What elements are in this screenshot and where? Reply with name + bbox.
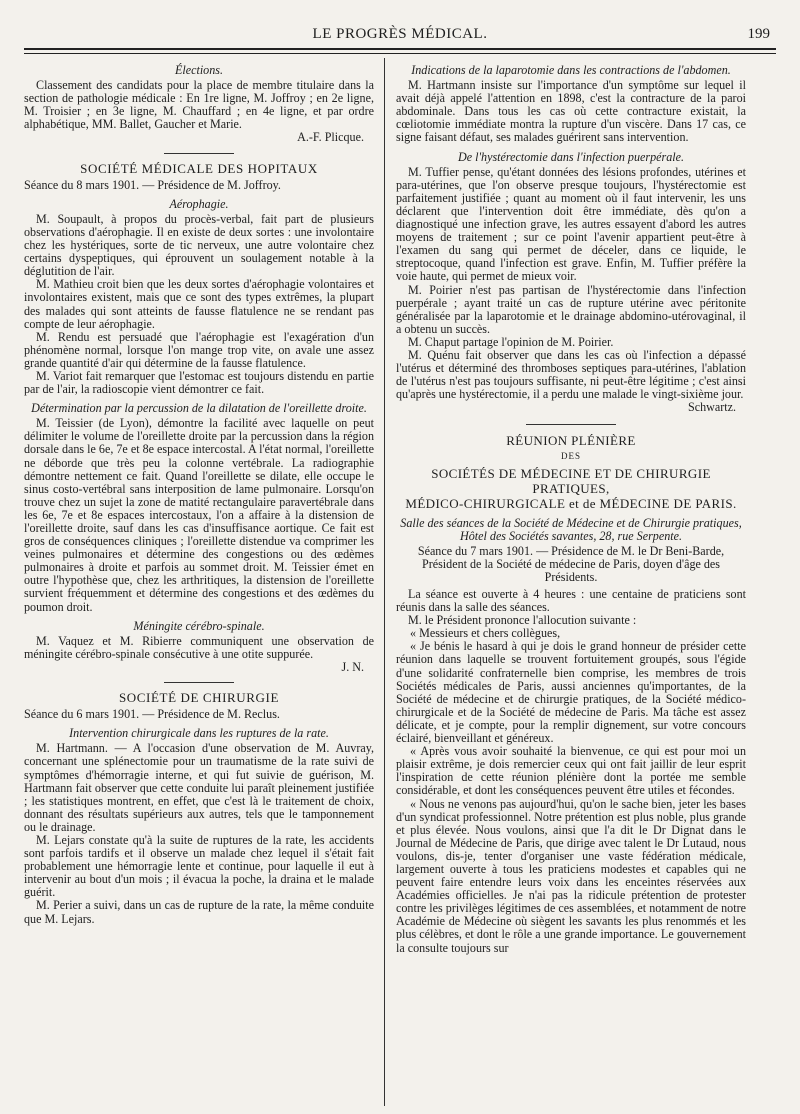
paragraph-rendu: M. Rendu est persuadé que l'aérophagie est l'exagération d'un phénomène normal, lorsque l'on mange trop vite, on avale une assez grande quantité d'air qui détermine de la fausse flatulence. (24, 329, 374, 370)
paragraph-perier: M. Perier a suivi, dans un cas de rupture de la rate, la même conduite que M. Lejars. (24, 898, 374, 926)
reunion-venue: Salle des séances de la Société de Médecine et de Chirurgie pratiques, Hôtel des Sociétés savantes, 28, rue Serpente. (400, 515, 742, 543)
topic-heading-dilatation: Détermination par la percussion de la dilatation de l'oreillette droite. (31, 401, 367, 416)
session-line-chirurgie: Séance du 6 mars 1901. — Présidence de M. Reclus. (24, 707, 280, 722)
section-heading-elections: Élections. (174, 63, 224, 77)
header-rule-thick (24, 48, 776, 50)
section-divider (164, 153, 234, 154)
paragraph-mathieu: M. Mathieu croit bien que les deux sortes d'aérophagie volontaires et involontaires existent, mais que ce sont des types extrêmes, la plupart des malades qui sont atteints de fausse flatulence ne se rendant pas compte de leur aérophagie. (24, 277, 374, 331)
paragraph-soupault: M. Soupault, à propos du procès-verbal, fait part de plusieurs observations d'aérophagie. Il en existe de deux sortes : une involontaire chez les hystériques, sorte de tic nerveux, une autre volontaire chez certains dyspeptiques, qui éprouvent un soulagement notable à la déglutition de l'air. (24, 211, 374, 279)
quote-salutation: « Messieurs et chers collègues, (410, 626, 561, 641)
topic-heading-rate: Intervention chirurgicale dans les ruptures de la rate. (69, 726, 329, 741)
paragraph-chaput: M. Chaput partage l'opinion de M. Poirier. (408, 334, 614, 349)
topic-heading-meningite: Méningite cérébro-spinale. (133, 618, 265, 633)
reunion-heading: RÉUNION PLÉNIÈRE (506, 433, 636, 449)
paragraph-hartmann-rate: M. Hartmann. — A l'occasion d'une observation de M. Auvray, concernant une splénectomie pour un traumatisme de la rate suivi de symptômes d'hémorragie interne, et qui fut suivie de guérison, M. Hartmann fait observer que cette conduite lui paraît pleinement justifiée ; les statistiques montrent, en effet, que c'est là le traitement de choix, donnant des résultats supérieurs aux autres, tels que le tamponnement ou le drainage. (24, 741, 374, 834)
topic-heading-hysterectomie: De l'hystérectomie dans l'infection puerpérale. (457, 149, 685, 164)
reunion-heading-line2: MÉDICO-CHIRURGICALE et de MÉDECINE DE PARIS. (405, 495, 737, 511)
society-heading-chirurgie: SOCIÉTÉ DE CHIRURGIE (118, 690, 280, 706)
session-line-reunion: Séance du 7 mars 1901. — Présidence de M. le Dr Beni-Barde, Président de la Société de médecine de Paris, doyen d'âge des Présidents. (417, 543, 725, 584)
column-divider (384, 58, 385, 1106)
topic-heading-aerophagie: Aérophagie. (169, 196, 229, 211)
signature-plicque: A.-F. Plicque. (297, 130, 364, 145)
right-column (396, 60, 746, 1108)
session-line-hopitaux: Séance du 8 mars 1901. — Présidence de M. Joffroy. (24, 177, 281, 192)
left-column (24, 60, 374, 1108)
paragraph-teissier: M. Teissier (de Lyon), démontre la facilité avec laquelle on peut délimiter le volume de l'oreillette droite par la percussion dans la région dorsale dans le 6e, 7e et 8e espace intercostal. A l'état normal, l'oreillette ne déborde que très peu la colonne vertébrale. La radiographie démontre nettement ce fait. Quand l'oreillette se dilate, elle occupe le sinus costo-vertébral sans interposition de lame pulmonaire. Lorsqu'on trouve chez un sujet la zone de matité rectangulaire paravertébrale dans les 6e, 7e et 8e espaces intercostaux, l'on a affaire à la distension de l'oreillette droite, sauf dans les cas d'insuffisance aortique. Ce fait est gros de conséquences cliniques ; l'oreillette distendue va comprimer les veines pulmonaires et détermine des congestions ou des œdèmes pulmonaires à droite et parfois au sommet droit. M. Teissier émet en outre l'hypothèse que, chez les arthritiques, la distension de l'oreillette survient fréquemment et détermine des congestions et des œdèmes du poumon droit. (24, 416, 374, 614)
reunion-des: DES (560, 451, 581, 462)
topic-heading-laparotomie: Indications de la laparotomie dans les contractions de l'abdomen. (411, 63, 731, 77)
section-divider (526, 424, 616, 425)
paragraph-lejars: M. Lejars constate qu'à la suite de ruptures de la rate, les accidents sont parfois tardifs et il observe un malade chez lequel il s'était fait probablement une hémorragie lente et continue, pour laquelle il eut à intervenir au bout d'un mois ; il évacua la poche, la draina et le malade guérit. (24, 832, 374, 900)
quote-paragraph-2: « Après vous avoir souhaité la bienvenue, ce qui est pour moi un plaisir extrême, je dois remercier ceux qui ont fait jaillir de leur esprit l'inspiration de cette réunion plénière dont la portée me semble considérable, et dont les conséquences peuvent être utiles et fécondes. (396, 744, 746, 798)
paragraph-ouverture: La séance est ouverte à 4 heures : une centaine de praticiens sont réunis dans la salle des séances. (396, 587, 746, 615)
paragraph-elections: Classement des candidats pour la place de membre titulaire dans la section de pathologie médicale : En 1re ligne, M. Joffroy ; en 2e ligne, M. Troisier ; en 3e ligne, M. Chauffard ; en 4e ligne, et par ordre alphabétique, MM. Ballet, Gaucher et Marie. (24, 78, 374, 132)
paragraph-poirier: M. Poirier n'est pas partisan de l'hystérectomie dans l'infection puerpérale ; ayant traité un cas de rupture utérine avec péritonite généralisée par la laparotomie et le drainage abdomino-utérovaginal, il a obtenu un succès. (396, 282, 746, 336)
page-number: 199 (747, 26, 770, 42)
journal-title: LE PROGRÈS MÉDICAL. (312, 26, 488, 42)
paragraph-tuffier: M. Tuffier pense, qu'étant données des lésions profondes, utérines et para-utérines, que l'on observe presque toujours, l'hystérectomie est parfaitement justifiée ; quant au moment où il faut intervenir, les uns déclarent que l'intervention doit être immédiate, dès qu'on a diagnostiqué une infection grave, les autres essayent d'abord les autres moyens de traitement ; sur ce point l'avenir appartient peut-être à l'examen du sang qui permet de déceler, dans ce liquide, le streptocoque, quand l'infection est grave. Enfin, M. Tuffier préfère la voie haute, qui permet de mieux voir. (396, 164, 746, 284)
society-heading-hopitaux: SOCIÉTÉ MÉDICALE DES HOPITAUX (80, 160, 318, 176)
signature-jn: J. N. (341, 659, 364, 674)
paragraph-vaquez: M. Vaquez et M. Ribierre communiquent une observation de méningite cérébro-spinale consécutive à une otite suppurée. (24, 633, 374, 661)
quote-paragraph-1: « Je bénis le hasard à qui je dois le grand honneur de présider cette réunion dans laquelle se trouvent fortuitement groupés, sous l'égide d'une solidarité confraternelle bien comprise, les membres de trois Sociétés médicales de Paris, aussi anciennes qu'importantes, de la Société de médecine et de chirurgie pratiques, de la Société médico-chirurgicale et de la Société de médecine de Paris. Ma tâche est assez délicate, et je compte, pour la remplir dignement, sur votre concours éclairé, bienveillant et généreux. (396, 639, 746, 746)
section-divider (164, 682, 234, 683)
paragraph-president: M. le Président prononce l'allocution suivante : (408, 613, 637, 628)
paragraph-quenu: M. Quénu fait observer que dans les cas où l'infection a dépassé l'utérus et déterminé des thromboses septiques para-utérines, l'ablation de l'utérus n'est pas toujours suffisante, ni peut-être légitime ; c'est ainsi qu'après une hystérectomie, il a perdu une malade le vingt-sixième jour. (396, 347, 746, 402)
header-rule-thin (24, 53, 776, 54)
reunion-heading-line1: SOCIÉTÉS DE MÉDECINE ET DE CHIRURGIE PRATIQUES, (431, 465, 711, 496)
paragraph-variot: M. Variot fait remarquer que l'estomac est toujours distendu en partie par de l'air, la radioscopie vient démontrer ce fait. (24, 368, 374, 397)
quote-paragraph-3: « Nous ne venons pas aujourd'hui, qu'on le sache bien, jeter les bases d'un syndicat professionnel. Notre prétention est plus noble, plus grande et plus élevée. Nous voulons, ainsi que l'a dit le Dr Dignat dans le Journal de Médecine de Paris, que dirige avec talent le Dr Lutaud, nous voulons, dis-je, tenter d'organiser une vaste fédération médicale, largement ouverte à tous les praticiens modestes et capables qui ne peuvent faire entendre leurs voix dans les enceintes réservées aux Académies officielles. Je n'ai pas la ridicule prétention de protester contre les privilèges légitimes de ces assemblées, et notamment de notre Académie de Médecine où siègent les savants les plus renommés et les plus célèbres, et dont le rôle a une grande importance. Le gouvernement la consulte toujours sur (396, 796, 746, 955)
running-header (24, 26, 776, 48)
signature-schwartz: Schwartz. (687, 400, 736, 415)
paragraph-hartmann-laparotomie: M. Hartmann insiste sur l'importance d'un symptôme sur lequel il avait déjà appelé l'attention en 1898, c'est la contracture de la paroi abdominale. Dans tous les cas où cette contracture existait, la cœliotomie immédiate montra la rupture d'un viscère. Dans 17 cas, ce signe faisant défaut, ses malades guérirent sans intervention. (396, 78, 746, 145)
